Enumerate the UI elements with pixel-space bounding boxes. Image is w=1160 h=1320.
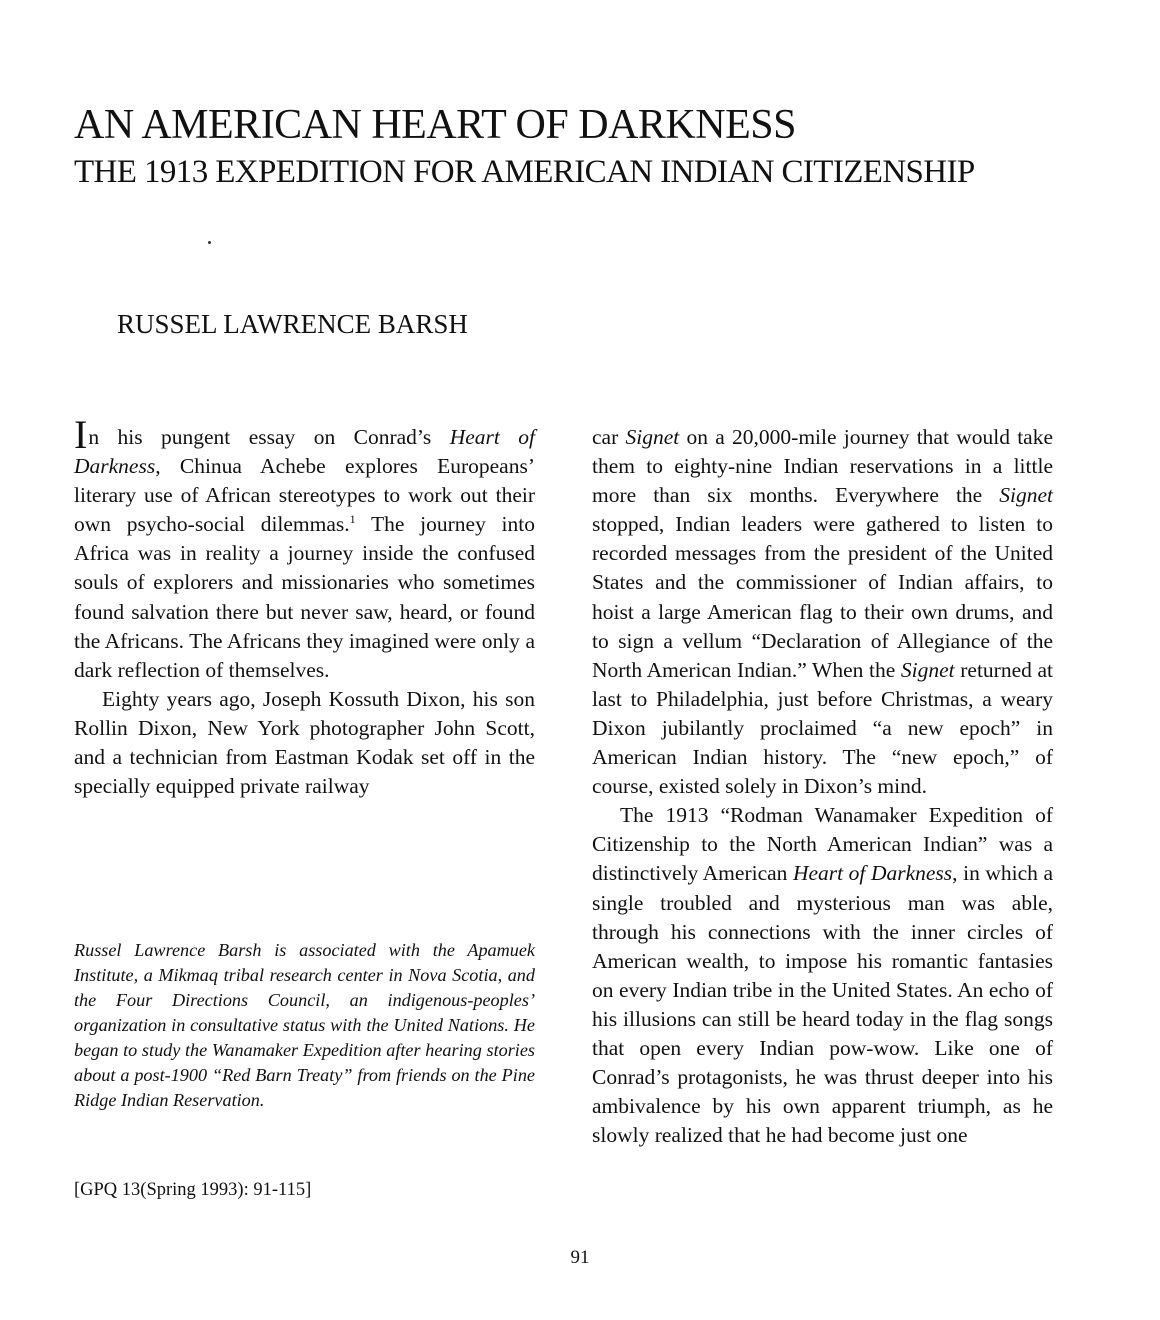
paragraph-3-italic-c: Signet xyxy=(900,657,955,682)
paragraph-1-text-a: n his pungent essay on Conrad’s xyxy=(88,425,450,449)
author-name: RUSSEL LAWRENCE BARSH xyxy=(117,309,468,339)
paragraph-3-italic-b: Signet xyxy=(999,483,1053,508)
paragraph-2: Eighty years ago, Joseph Kossuth Dixon, his son Rollin Dixon, New York photographer John Scott, and a technician from Eastman Kodak set off in the specially equipped private railway xyxy=(74,686,535,799)
paragraph-4-text-b: , in which a single troubled and mysterious man was able, through his connections with the inner circles of American wealth, to impose his romantic fantasies on every Indian tribe in the United States. An echo of his illusions can still be heard today in the flag songs that open every Indian pow-wow. Like one of Conrad’s protagonists, he was thrust deeper into his ambivalence by his own apparent triumph, as he slowly realized that he had become just one xyxy=(592,861,1053,1148)
left-column xyxy=(74,412,535,801)
paragraph-1-text-b: , Chinua Achebe explores Europeans’ literary use of African stereotypes to work out their own psycho-social dilemmas. xyxy=(74,454,535,537)
page-number: 91 xyxy=(570,1247,590,1268)
paragraph-4-text-a: The 1913 “Rodman Wanamaker Expedition of Citizenship to the North American Indian” was a distinctively American xyxy=(592,803,1053,886)
paragraph-3-text-c: stopped, Indian leaders were gathered to listen to recorded messages from the president of the United States and the commissioner of Indian affairs, to hoist a large American flag to their own drums, and to sign a vellum “Declaration of Allegiance of the North American Indian.” When the xyxy=(592,512,1053,682)
paragraph-3-text-a: car xyxy=(592,425,626,449)
drop-cap: I xyxy=(74,412,88,457)
author-bio-note: Russel Lawrence Barsh is associated with the Apamuek Institute, a Mikmaq tribal research center in Nova Scotia, and the Four Directions Council, an indigenous-peoples’ organization in consultative status with the United Nations. He began to study the Wanamaker Expedition after hearing stories about a post-1900 “Red Barn Treaty” from friends on the Pine Ridge Indian Reservation. xyxy=(74,940,535,1110)
journal-citation: [GPQ 13(Spring 1993): 91-115] xyxy=(74,1180,312,1200)
footnote-ref-1[interactable]: 1 xyxy=(349,512,356,527)
paragraph-1-text-c: The journey into Africa was in reality a journey inside the confused souls of explorers and missionaries who sometimes found salvation there but never saw, heard, or found the Africans. The Africans they imagined were only a dark reflection of themselves. xyxy=(74,512,535,682)
paragraph-4-italic-a: Heart of Darkness xyxy=(792,861,953,886)
paragraph-3 xyxy=(592,423,1053,801)
paragraph-1-italic-a: Heart of Darkness xyxy=(74,425,535,479)
paragraph-3-text-b: on a 20,000-mile journey that would take them to eighty-nine Indian reservations in a little more than six months. Everywhere the xyxy=(592,425,1054,508)
article-subtitle: THE 1913 EXPEDITION FOR AMERICAN INDIAN CITIZENSHIP xyxy=(74,154,975,190)
article-title: AN AMERICAN HEART OF DARKNESS xyxy=(74,102,796,148)
right-column xyxy=(592,423,1053,1150)
scan-speck xyxy=(208,241,211,244)
paragraph-4 xyxy=(592,801,1053,1150)
paragraph-3-italic-a: Signet xyxy=(625,425,680,449)
paragraph-1 xyxy=(74,412,535,685)
paragraph-3-text-d: returned at last to Philadelphia, just before Christmas, a weary Dixon jubilantly proclaimed “a new epoch” in American Indian history. The “new epoch,” of course, existed solely in Dixon’s mind. xyxy=(592,657,1053,799)
